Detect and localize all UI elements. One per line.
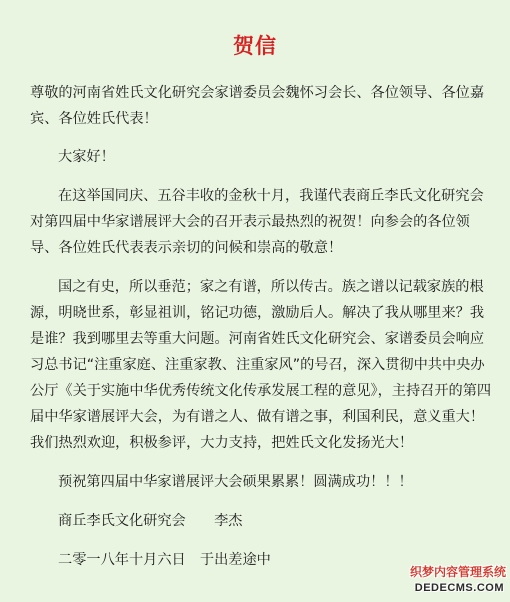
letter-title: 贺信: [233, 34, 277, 58]
salutation: 尊敬的河南省姓氏文化研究会家谱委员会魏怀习会长、各位领导、各位嘉宾、各位姓氏代表！: [30, 85, 485, 127]
paragraph-genealogy: 国之有史，所以垂范；家之有谱，所以传古。族之谱以记载家族的根源，明晓世系，彰显祖训，铭记功德，激励后人。解决了我从哪里来？我是谁？我到哪里去等重大问题。河南省姓氏文化研究会、家谱委员会响应习总书记“注重家庭、注重家教、注重家风”的号召，深入贯彻中共中央办公厅《关于实施中华优秀传统文化传承发展工程的意见》，主持召开的第四届中华家谱展评大会，为有谱之人、做有谱之事，利国利民，意义重大！我们热烈欢迎，积极参评，大力支持，把姓氏文化发扬光大！: [30, 279, 492, 451]
paragraph-wishes: 预祝第四届中华家谱展评大会硕果累累！圆满成功！！！: [58, 474, 413, 490]
letter-body: [30, 80, 492, 573]
paragraph-congratulation: 在这举国同庆、五谷丰收的金秋十月，我谨代表商丘李氏文化研究会对第四届中华家谱展评大会的召开表示最热烈的祝贺！向参会的各位领导、各位姓氏代表表示亲切的问候和崇高的敬意！: [30, 188, 484, 256]
signature: 商丘李氏文化研究会 李杰: [58, 513, 243, 529]
watermark-brand: 织梦内容管理系统: [409, 565, 506, 579]
watermark-domain: DEDECMS.COM: [414, 582, 504, 594]
watermark: [396, 562, 508, 600]
letter-date: 二零一八年十月六日 于出差途中: [58, 552, 271, 568]
greeting: 大家好！: [58, 149, 115, 165]
